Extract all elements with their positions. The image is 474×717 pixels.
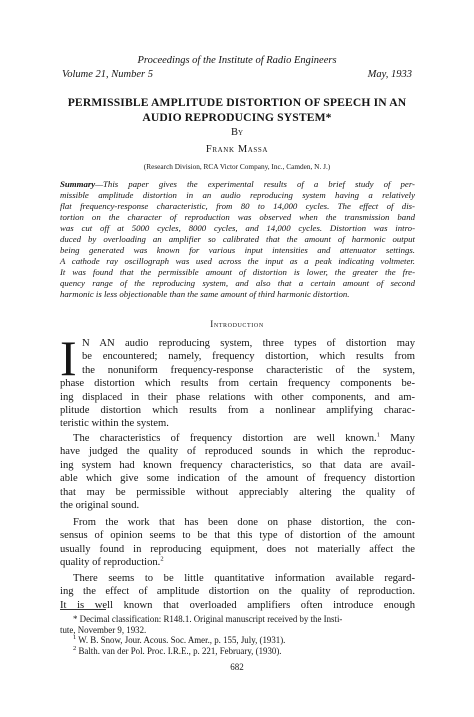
summary-line: tortion on the character of reproduction was observed when the transmission band	[60, 212, 415, 222]
body-paragraph-3	[60, 516, 415, 570]
body-line: The characteristics of frequency distortion are well known.$^1$ Many	[73, 431, 415, 444]
body-line: From the work that has been done on phase distortion, the con-	[73, 517, 415, 528]
title-line: AUDIO REPRODUCING SYSTEM*	[142, 111, 332, 124]
body-line: sensus of opinion seems to be that this type of distortion of the amount	[60, 530, 415, 542]
body-line: ing displaced in their phase relations with other components, and am-	[60, 391, 415, 403]
summary-line: A cathode ray oscillograph was used across the input as a peak indicating voltmeter.	[60, 256, 415, 266]
footnote: $^2$ Balth. van der Pol. Proc. I.R.E., p. 221, February, (1930).	[73, 644, 282, 656]
body-paragraph-4	[60, 572, 415, 612]
body-line: ing the effect of amplitude distortion on the quality of reproduction.	[60, 586, 415, 598]
section-heading: Introduction	[210, 319, 264, 329]
body-line: teristic within the system.	[60, 418, 169, 430]
summary-line: It was found that the permissible amount of distortion is lower, the greater the fre-	[60, 267, 415, 277]
drop-cap: I	[60, 330, 77, 386]
author-name: Frank Massa	[205, 144, 269, 155]
body-line: that may be permissible without appreciably altering the quality of	[60, 486, 415, 498]
footnote-continuation: tute, November 9, 1932.	[60, 624, 147, 635]
summary-line: quency range of the reproducing system, and also that a certain amount of second	[60, 278, 415, 288]
body-line: have judged the quality of reproduced sounds in which the reproduc-	[60, 446, 415, 458]
footnote: * Decimal classification: R148.1. Original manuscript received by the Insti-	[73, 614, 343, 624]
body-line: There seems to be little quantitative information available regard-	[73, 573, 415, 584]
body-line: be encountered; namely, frequency distortion, which results from	[82, 351, 415, 363]
body-line: the original sound.	[60, 500, 140, 512]
article-title	[0, 95, 474, 125]
author-affiliation: (Research Division, RCA Victor Company, Inc., Camden, N. J.)	[143, 162, 331, 171]
body-line: plitude distortion which results from a nonlinear amplifying charac-	[60, 405, 415, 417]
body-paragraph-1	[60, 337, 415, 431]
summary-label: Summary	[60, 179, 96, 189]
summary-line: being generated was known for various input intensities and attenuator settings.	[60, 245, 415, 255]
byline: By	[230, 127, 244, 138]
body-line: ing system had known frequency characteristics, so that data are avail-	[60, 459, 415, 471]
footnote-ref: 2	[160, 555, 164, 563]
summary-line: was cut off at 5000 cycles, 8000 cycles, and 14,000 cycles. Distortion was intro-	[60, 223, 415, 233]
body-line: It is well known that overloaded amplifiers often introduce enough	[60, 599, 415, 611]
body-line: N AN audio reproducing system, three types of distortion may	[82, 338, 415, 349]
summary-line: missible amplitude distortion in an audio reproducing system having a relatively	[60, 190, 415, 200]
title-line: PERMISSIBLE AMPLITUDE DISTORTION OF SPEECH IN AN	[67, 96, 407, 109]
footnote: $^1$ W. B. Snow, Jour. Acous. Soc. Amer., p. 155, July, (1931).	[73, 634, 286, 646]
body-line: quality of reproduction.$^2$	[60, 555, 164, 569]
page-number: 682	[230, 662, 244, 672]
summary-line: flat frequency-response characteristic, from 80 to 14,000 cycles. The effect of dis-	[60, 201, 415, 211]
summary-line: Summary—This paper gives the experimental results of a brief study of per-	[60, 179, 415, 189]
summary-line: harmonic is less objectionable than the same amount of third harmonic distortion.	[60, 289, 350, 299]
body-line: phase distortion which results from certain frequency components be-	[60, 378, 415, 390]
summary	[60, 179, 415, 300]
footnotes	[60, 614, 415, 656]
volume-number: Volume 21, Number 5	[62, 69, 153, 80]
body-paragraph-2	[60, 432, 415, 512]
footnote-rule	[60, 609, 106, 610]
body-line: the nonuniform frequency-response characteristic of the system,	[82, 364, 415, 376]
issue-date: May, 1933	[367, 69, 412, 80]
summary-line: duced by overloading an amplifier so calibrated that the amount of harmonic output	[60, 234, 415, 244]
journal-name: Proceedings of the Institute of Radio Engineers	[137, 55, 337, 66]
body-line: usually found in reproducing equipment, does not materially affect the	[60, 543, 415, 555]
footnote-ref: 1	[376, 431, 380, 439]
body-line: able which give some indication of the amount of frequency distortion	[60, 473, 415, 485]
